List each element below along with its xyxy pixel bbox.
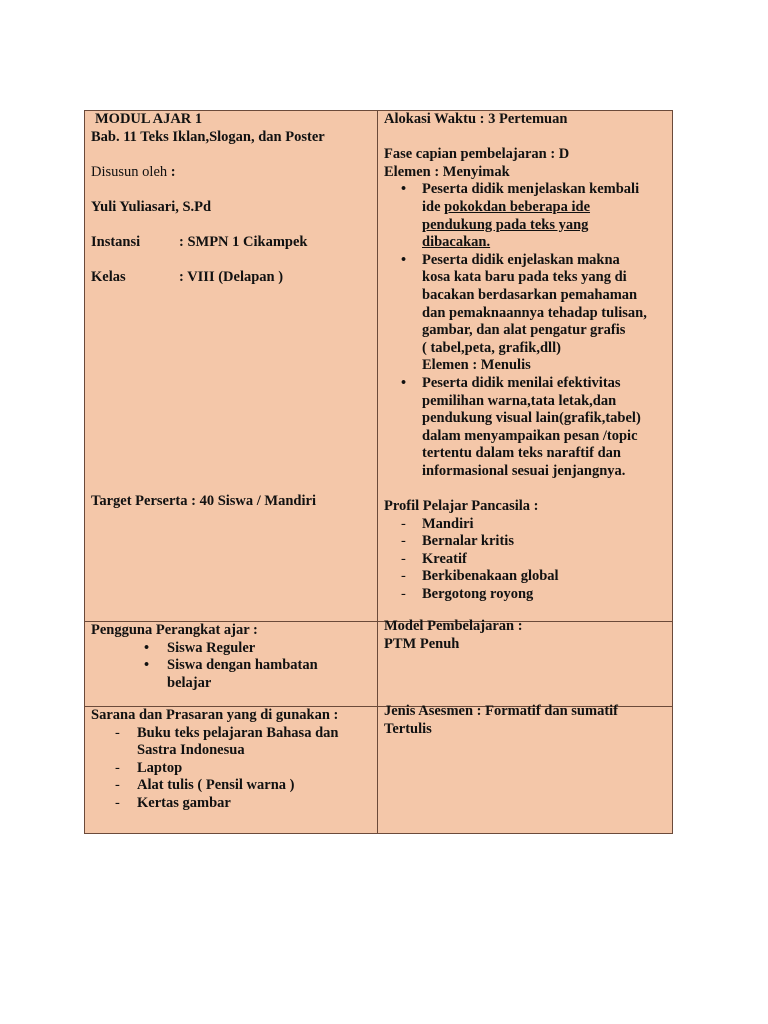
user-item: • Siswa Reguler <box>91 640 371 658</box>
profile-item: - Bergotong royong <box>384 586 666 604</box>
module-title: MODUL AJAR 1 <box>95 111 203 127</box>
assessment-cell <box>378 703 673 834</box>
outcome-item: • Peserta didik enjelaskan makna kosa kata baru pada teks yang di bacakan berdasarkan pemahaman dan pemaknaannya tehadap tulisan, gambar, dan alat pengatur grafis ( tabel,peta, grafik,dll) <box>384 252 666 358</box>
class-row: Kelas : VIII (Delapan ) <box>91 269 284 286</box>
module-table <box>84 110 673 834</box>
facilities-title: Sarana dan Prasaran yang di gunakan : <box>91 707 339 723</box>
module-info-cell <box>85 111 378 622</box>
target-participants: Target Perserta : 40 Siswa / Mandiri <box>91 492 316 509</box>
profile-item: - Bernalar kritis <box>384 533 666 551</box>
facilities-cell <box>85 707 378 834</box>
learning-phase: Fase capian pembelajaran : D <box>384 146 570 163</box>
writing-outcomes <box>384 375 666 481</box>
learning-outcomes-cell <box>378 111 673 622</box>
profile-list <box>384 516 666 604</box>
outcome-item: • Peserta didik menilai efektivitas pemilihan warna,tata letak,dan pendukung visual lain(grafik,tabel) dalam menyampaikan pesan /topic tertentu dalam teks naraftif dan informasional sesuai jenjangnya. <box>384 375 666 481</box>
compiled-by: Disusun oleh : <box>91 163 176 180</box>
assessment-value: Tertulis <box>384 720 432 737</box>
profile-item: - Kreatif <box>384 551 666 569</box>
users-title: Pengguna Perangkat ajar : <box>91 622 258 638</box>
user-item: • Siswa dengan hambatan belajar <box>91 657 371 692</box>
listening-outcomes <box>384 181 666 357</box>
facilities-list <box>91 725 371 813</box>
learning-model-title: Model Pembelajaran : <box>384 618 523 634</box>
profile-title: Profil Pelajar Pancasila : <box>384 498 539 515</box>
author-name: Yuli Yuliasari, S.Pd <box>91 198 212 215</box>
profile-item: - Mandiri <box>384 516 666 534</box>
institution-row: Instansi : SMPN 1 Cikampek <box>91 234 308 251</box>
users-cell <box>85 622 378 707</box>
users-list <box>91 640 371 693</box>
facility-item: - Buku teks pelajaran Bahasa dan Sastra Indonesua <box>91 725 371 760</box>
facility-item: - Laptop <box>91 760 371 778</box>
element-writing: Elemen : Menulis <box>422 357 531 374</box>
outcome-item: • Peserta didik menjelaskan kembali ide pokokdan beberapa ide pendukung pada teks yang dibacakan. <box>384 181 666 251</box>
chapter-title: Bab. 11 Teks Iklan,Slogan, dan Poster <box>91 128 325 145</box>
assessment-title: Jenis Asesmen : Formatif dan sumatif <box>384 703 619 719</box>
learning-model-cell <box>378 618 673 707</box>
learning-model-value: PTM Penuh <box>384 635 460 652</box>
facility-item: - Alat tulis ( Pensil warna ) <box>91 777 371 795</box>
time-allocation: Alokasi Waktu : 3 Pertemuan <box>384 111 568 127</box>
profile-item: - Berkibenakaan global <box>384 568 666 586</box>
facility-item: - Kertas gambar <box>91 795 371 813</box>
element-listening: Elemen : Menyimak <box>384 163 510 180</box>
